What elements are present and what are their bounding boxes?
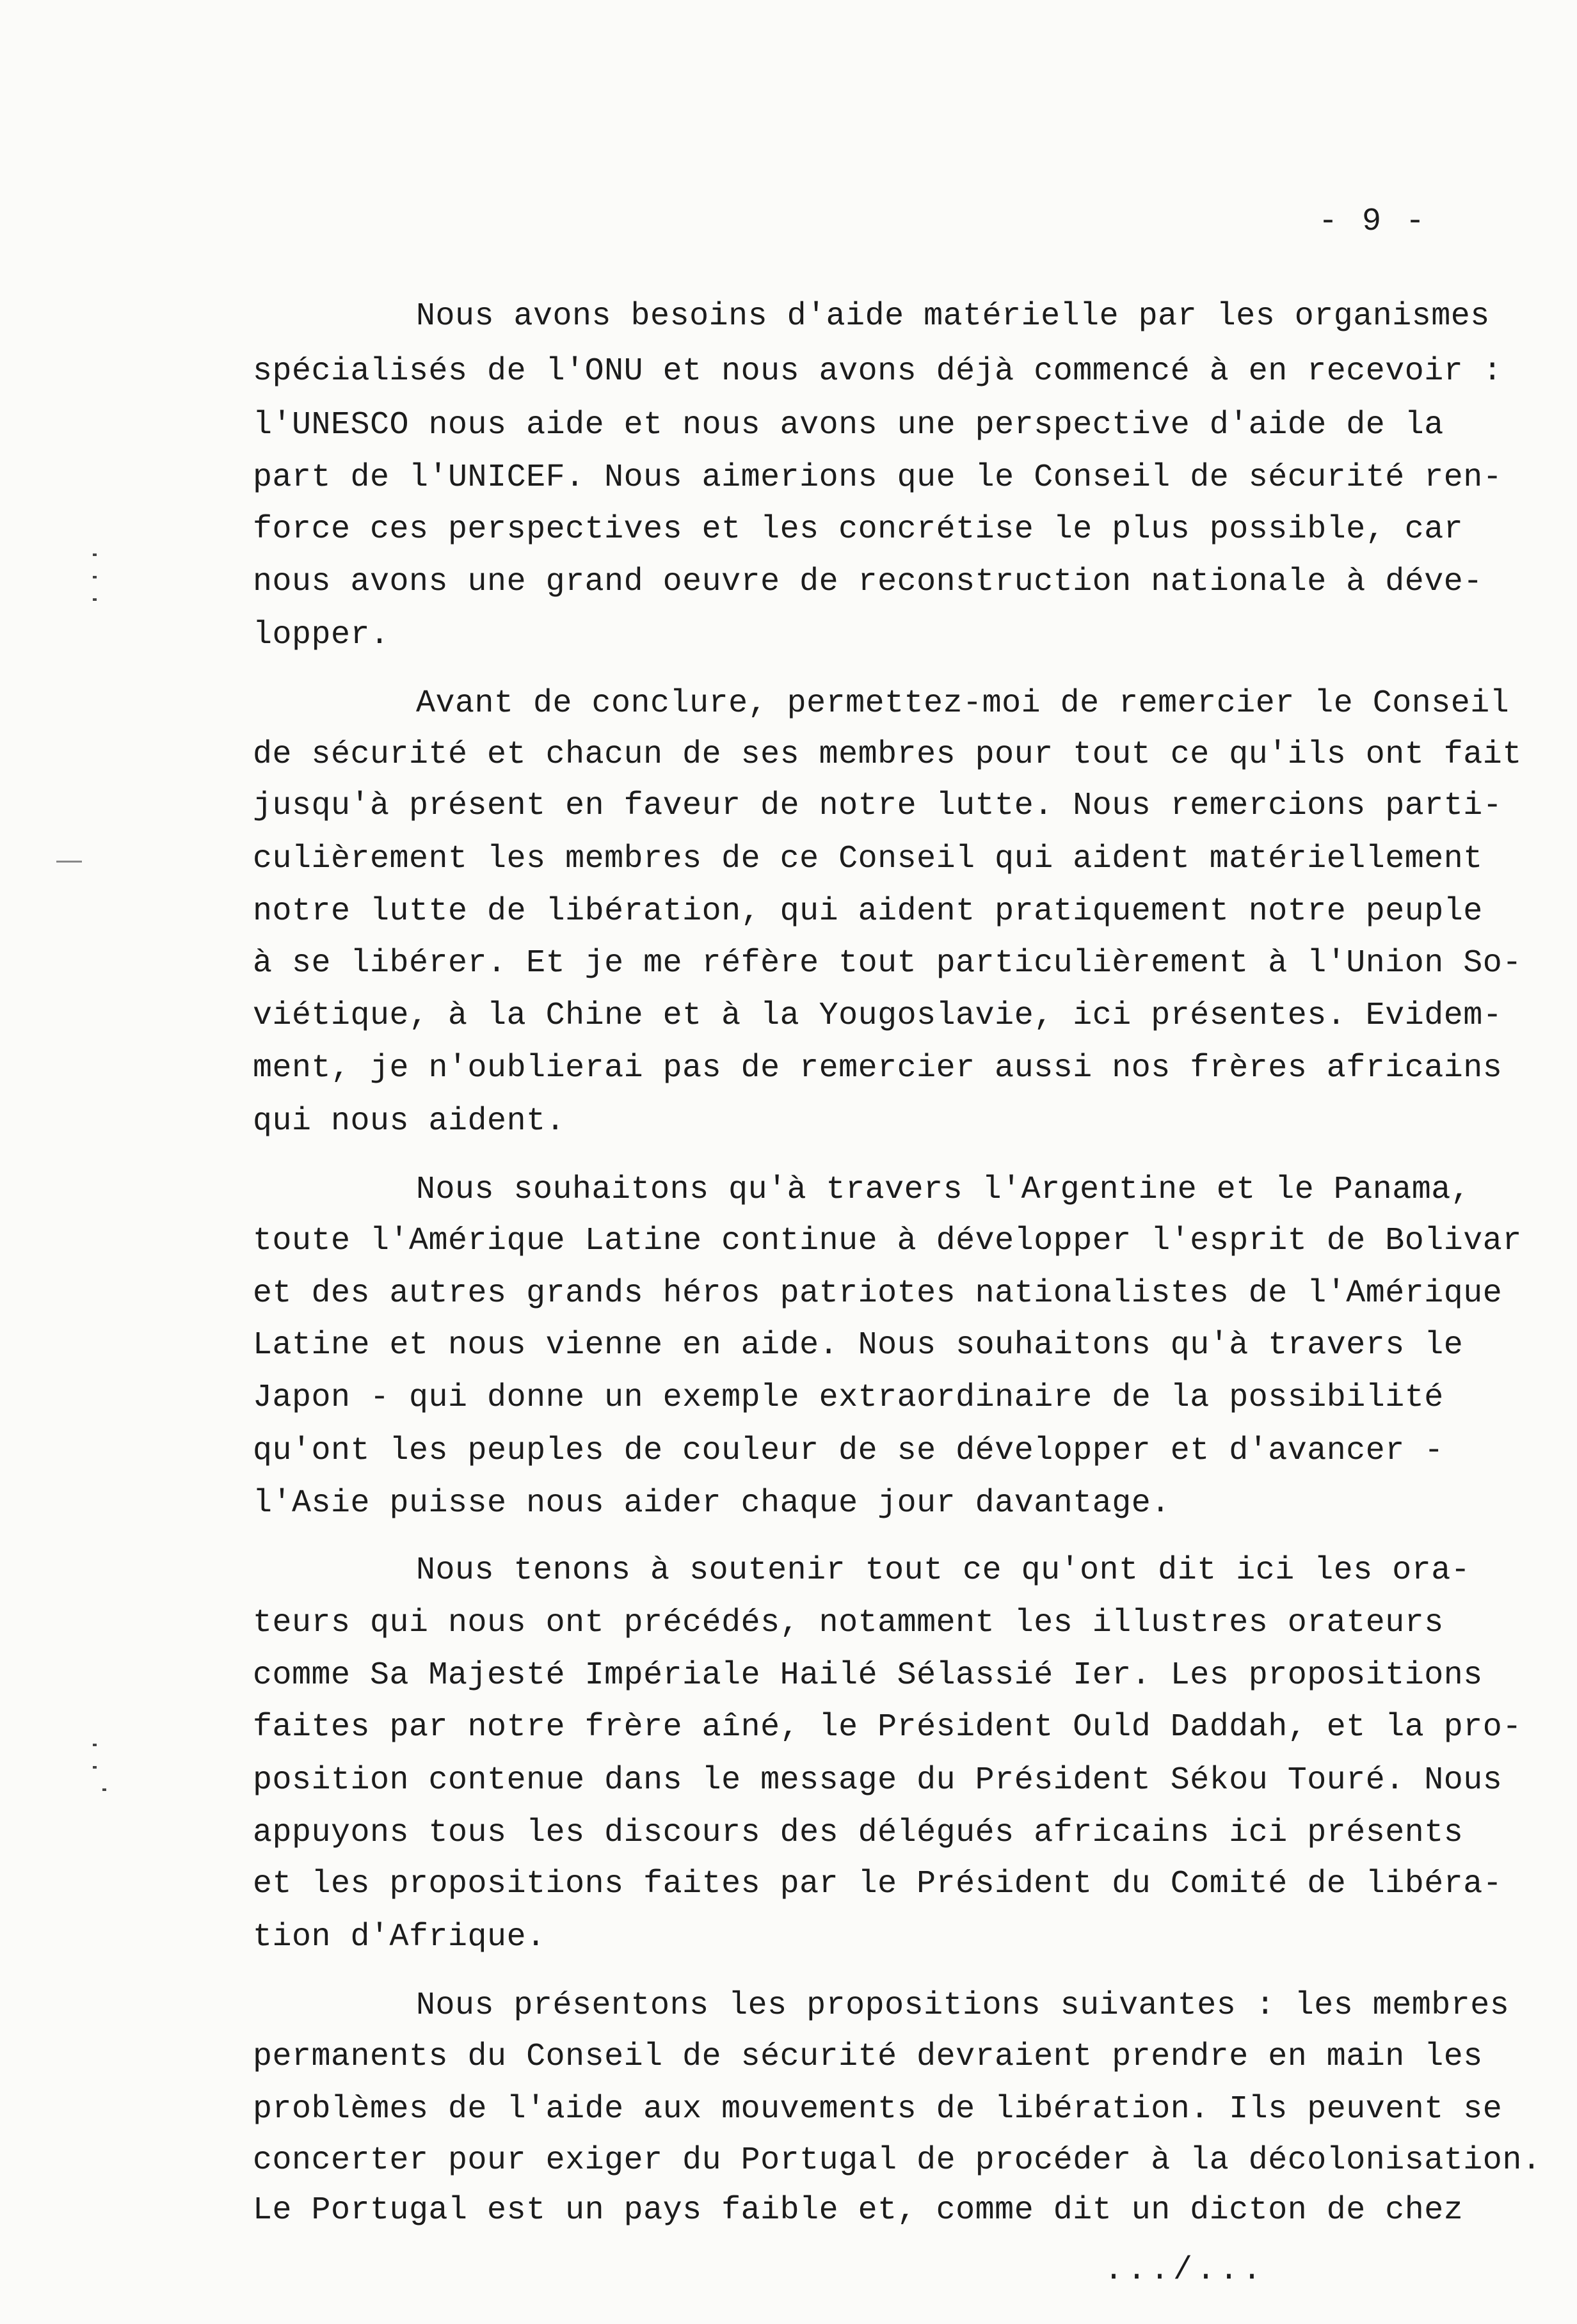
margin-speck: [93, 1766, 97, 1769]
continuation-mark: .../...: [1104, 2252, 1266, 2289]
paragraph-3-line-2: toute l'Amérique Latine continue à développer l'esprit de Bolivar: [253, 1223, 1522, 1259]
paragraph-2-line-1: Avant de conclure, permettez-moi de remercier le Conseil: [416, 685, 1510, 722]
paragraph-2-line-5: notre lutte de libération, qui aident pratiquement notre peuple: [253, 893, 1483, 930]
paragraph-2-line-7: viétique, à la Chine et à la Yougoslavie, ici présentes. Evidem-: [253, 998, 1503, 1034]
paragraph-1-line-6: nous avons une grand oeuvre de reconstruction nationale à déve-: [253, 564, 1483, 600]
margin-speck: [93, 598, 97, 601]
margin-speck: [102, 1788, 106, 1791]
paragraph-1-line-4: part de l'UNICEF. Nous aimerions que le Conseil de sécurité ren-: [253, 459, 1503, 496]
paragraph-4-line-8: tion d'Afrique.: [253, 1919, 546, 1955]
paragraph-2-line-3: jusqu'à présent en faveur de notre lutte. Nous remercions parti-: [253, 788, 1503, 824]
paragraph-1-line-5: force ces perspectives et les concrétise le plus possible, car: [253, 511, 1464, 548]
margin-speck: [93, 553, 97, 556]
paragraph-3-line-1: Nous souhaitons qu'à travers l'Argentine et le Panama,: [416, 1172, 1471, 1208]
paragraph-1-line-2: spécialisés de l'ONU et nous avons déjà commencé à en recevoir :: [253, 353, 1503, 390]
paragraph-3-line-6: qu'ont les peuples de couleur de se développer et d'avancer -: [253, 1433, 1444, 1469]
paragraph-5-line-1: Nous présentons les propositions suivantes : les membres: [416, 1987, 1510, 2024]
paragraph-5-line-3: problèmes de l'aide aux mouvements de libération. Ils peuvent se: [253, 2091, 1503, 2128]
paragraph-2-line-6: à se libérer. Et je me réfère tout particulièrement à l'Union So-: [253, 945, 1522, 982]
margin-speck: [93, 1744, 97, 1746]
margin-speck: [93, 576, 97, 578]
paragraph-4-line-4: faites par notre frère aîné, le Président Ould Daddah, et la pro-: [253, 1709, 1522, 1746]
page-number: - 9 -: [1318, 203, 1428, 240]
paragraph-5-line-4: concerter pour exiger du Portugal de procéder à la décolonisation.: [253, 2142, 1542, 2179]
paragraph-1-line-3: l'UNESCO nous aide et nous avons une perspective d'aide de la: [253, 407, 1444, 443]
paragraph-1-line-7: lopper.: [253, 617, 390, 653]
paragraph-4-line-5: position contenue dans le message du Président Sékou Touré. Nous: [253, 1762, 1503, 1799]
paragraph-3-line-7: l'Asie puisse nous aider chaque jour davantage.: [253, 1485, 1171, 1522]
paragraph-3-line-3: et des autres grands héros patriotes nationalistes de l'Amérique: [253, 1275, 1503, 1312]
paragraph-4-line-3: comme Sa Majesté Impériale Hailé Sélassié Ier. Les propositions: [253, 1657, 1483, 1694]
paragraph-5-line-2: permanents du Conseil de sécurité devraient prendre en main les: [253, 2039, 1483, 2075]
paragraph-4-line-7: et les propositions faites par le Président du Comité de libéra-: [253, 1866, 1503, 1902]
paragraph-3-line-5: Japon - qui donne un exemple extraordinaire de la possibilité: [253, 1380, 1444, 1416]
paragraph-2-line-9: qui nous aident.: [253, 1103, 566, 1140]
paragraph-4-line-6: appuyons tous les discours des délégués africains ici présents: [253, 1815, 1464, 1851]
paragraph-2-line-8: ment, je n'oublierai pas de remercier aussi nos frères africains: [253, 1050, 1503, 1086]
paragraph-4-line-1: Nous tenons à soutenir tout ce qu'ont dit ici les ora-: [416, 1552, 1471, 1589]
paragraph-3-line-4: Latine et nous vienne en aide. Nous souhaitons qu'à travers le: [253, 1327, 1464, 1364]
paragraph-2-line-2: de sécurité et chacun de ses membres pour tout ce qu'ils ont fait: [253, 736, 1522, 773]
margin-speck: [56, 861, 82, 863]
paragraph-1-line-1: Nous avons besoins d'aide matérielle par les organismes: [416, 298, 1490, 335]
paragraph-2-line-4: culièrement les membres de ce Conseil qui aident matériellement: [253, 841, 1483, 877]
paragraph-5-line-5: Le Portugal est un pays faible et, comme dit un dicton de chez: [253, 2192, 1464, 2229]
paragraph-4-line-2: teurs qui nous ont précédés, notamment les illustres orateurs: [253, 1605, 1444, 1641]
